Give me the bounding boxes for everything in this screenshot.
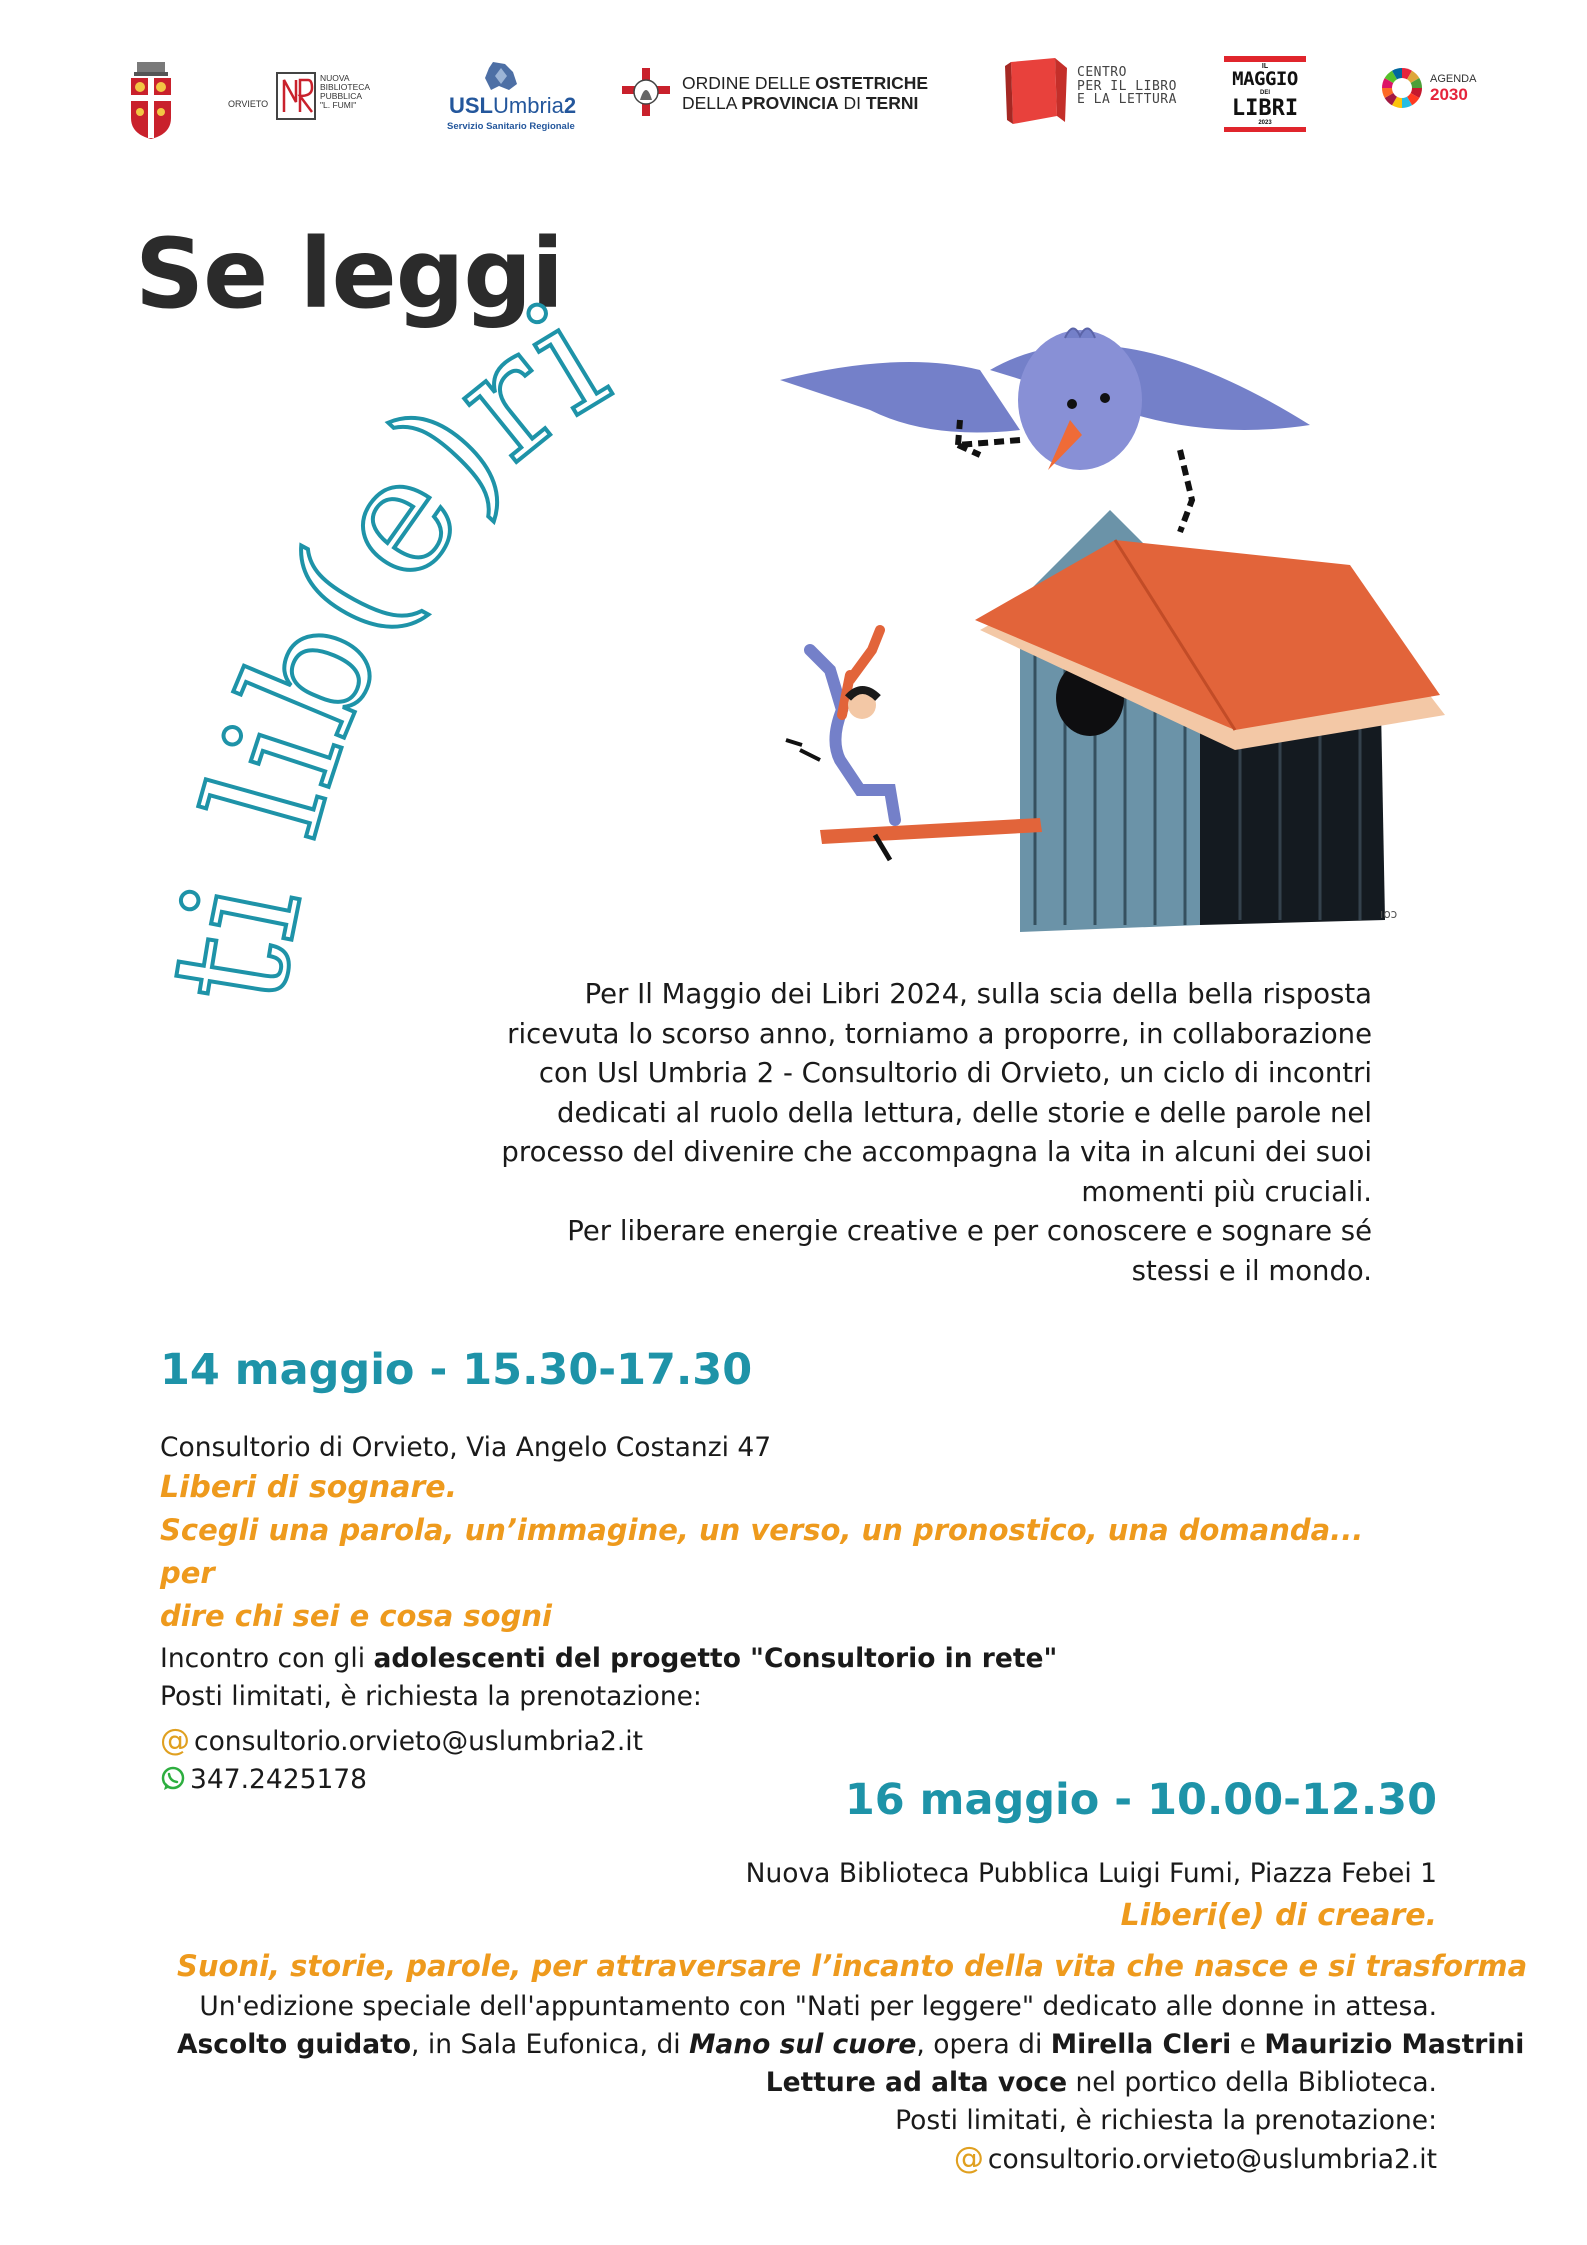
- cepell-line: PER IL LIBRO: [1077, 78, 1177, 94]
- event-subtitle: dire chi sei e cosa sogni: [160, 1599, 552, 1633]
- event-bold-text: Ascolto guidato: [177, 2029, 412, 2060]
- orvieto-label: ORVIETO: [228, 99, 269, 109]
- event-meeting: [160, 1640, 1420, 1678]
- event-description: Un'edizione speciale dell'appuntamento con "Nati per leggere" dedicato alle donne in attesa.: [199, 1991, 1437, 2022]
- event-text: , in Sala Eufonica, di: [411, 2029, 690, 2060]
- event-phone[interactable]: 347.2425178: [190, 1764, 368, 1795]
- maggio-year-label: 2023: [1258, 119, 1272, 126]
- perch: [820, 818, 1042, 860]
- event-title: Liberi(e) di creare.: [1120, 1898, 1437, 1933]
- event-1: [160, 1345, 1420, 1799]
- reader-figure: [786, 630, 895, 820]
- artist-signature: ıoɔ: [1380, 907, 1398, 921]
- event-bold-text: Maurizio Mastrini: [1264, 2029, 1525, 2060]
- biblioteca-line: PUBBLICA: [320, 90, 363, 101]
- cepell-line: CENTRO: [1077, 65, 1127, 80]
- ostetriche-bold-text: OSTETRICHE: [815, 73, 929, 93]
- event-title: Liberi di sognare.: [160, 1470, 458, 1505]
- cepell-line: E LA LETTURA: [1077, 92, 1177, 108]
- maggio-libri-label: LIBRI: [1231, 95, 1299, 121]
- event-listening: [177, 2026, 1525, 2064]
- agenda-word-label: AGENDA: [1430, 73, 1477, 85]
- headline: Se leggi: [135, 218, 564, 330]
- intro-text: Per liberare energie creative e per conoscere e sognare sé stessi e il mondo.: [567, 1215, 1372, 1287]
- event-booking: Posti limitati, è richiesta la prenotazione:: [895, 2105, 1437, 2136]
- event-subtitle: Suoni, storie, parole, per attraversare l’incanto della vita che nasce e si trasforma: [177, 1949, 1528, 1983]
- event-date: 16 maggio - 10.00-12.30: [844, 1775, 1437, 1825]
- ostetriche-text: DI: [838, 93, 866, 114]
- event-location: Nuova Biblioteca Pubblica Luigi Fumi, Piazza Febei 1: [745, 1858, 1437, 1889]
- umbria-label: Umbria: [493, 93, 564, 118]
- agenda-year-label: 2030: [1430, 85, 1468, 104]
- event-email-row: [160, 1722, 1420, 1761]
- event-subtitle: Scegli una parola, un’immagine, un verso, un pronostico, una domanda... per: [160, 1513, 1364, 1590]
- event-2: [177, 1775, 1528, 2179]
- svg-text:ti lib(e)ri: [136, 266, 637, 1016]
- at-sign-icon: @: [160, 1723, 190, 1758]
- event-meeting-text: Incontro con gli: [160, 1643, 374, 1674]
- bird: [780, 328, 1310, 532]
- event-location: Consultorio di Orvieto, Via Angelo Costanzi 47: [160, 1432, 772, 1463]
- event-email[interactable]: consultorio.orvieto@uslumbria2.it: [987, 2144, 1437, 2175]
- intro-paragraph: [492, 975, 1372, 1291]
- event-text: nel portico della Biblioteca.: [1067, 2067, 1437, 2098]
- event-work-title: Mano sul cuore: [689, 2029, 917, 2060]
- biblioteca-line: "L. FUMI": [320, 99, 357, 110]
- event-meeting-bold: adolescenti del progetto "Consultorio in rete": [373, 1643, 1058, 1674]
- event-email[interactable]: consultorio.orvieto@uslumbria2.it: [194, 1726, 644, 1757]
- event-bold-text: Mirella Cleri: [1050, 2029, 1232, 2060]
- maggio-dei-label: DEI: [1259, 90, 1270, 97]
- event-booking: Posti limitati, è richiesta la prenotazione:: [160, 1681, 702, 1712]
- usl-subtitle: Servizio Sanitario Regionale: [447, 121, 575, 132]
- maggio-word-label: MAGGIO: [1232, 68, 1298, 91]
- biblioteca-line: NUOVA: [320, 73, 350, 83]
- usl-label: USL: [449, 93, 493, 118]
- birdhouse-illustration: [780, 320, 1460, 940]
- biblioteca-line: BIBLIOTECA: [320, 81, 371, 92]
- at-sign-icon: @: [953, 2141, 984, 2176]
- ostetriche-text: ORDINE DELLE: [682, 73, 816, 93]
- event-date: 14 maggio - 15.30-17.30: [160, 1345, 753, 1395]
- ostetriche-text: DELLA: [682, 93, 742, 114]
- event-readings: [177, 2064, 1437, 2102]
- usl-two-label: 2: [563, 93, 577, 118]
- ostetriche-bold-text: PROVINCIA: [741, 93, 839, 114]
- arc-title-text: ti lib(e)ri: [135, 265, 637, 1016]
- event-bold-text: Letture ad alta voce: [765, 2067, 1068, 2098]
- event-text: , opera di: [916, 2029, 1051, 2060]
- maggio-il-label: IL: [1261, 63, 1269, 70]
- ostetriche-bold-text: TERNI: [865, 93, 919, 114]
- event-email-row: [177, 2140, 1437, 2179]
- event-text: e: [1231, 2029, 1265, 2060]
- intro-text: Per Il Maggio dei Libri 2024, sulla scia della bella risposta ricevuta lo scorso anno, torniamo a proporre, in collaborazione con Usl Umbria 2 - Consultorio di Orvieto, un ciclo di incontri dedicati al ruolo della lettura, delle storie e delle parole nel processo del divenire che accompagna la vita in alcuni dei suoi momenti più cruciali.: [501, 978, 1372, 1208]
